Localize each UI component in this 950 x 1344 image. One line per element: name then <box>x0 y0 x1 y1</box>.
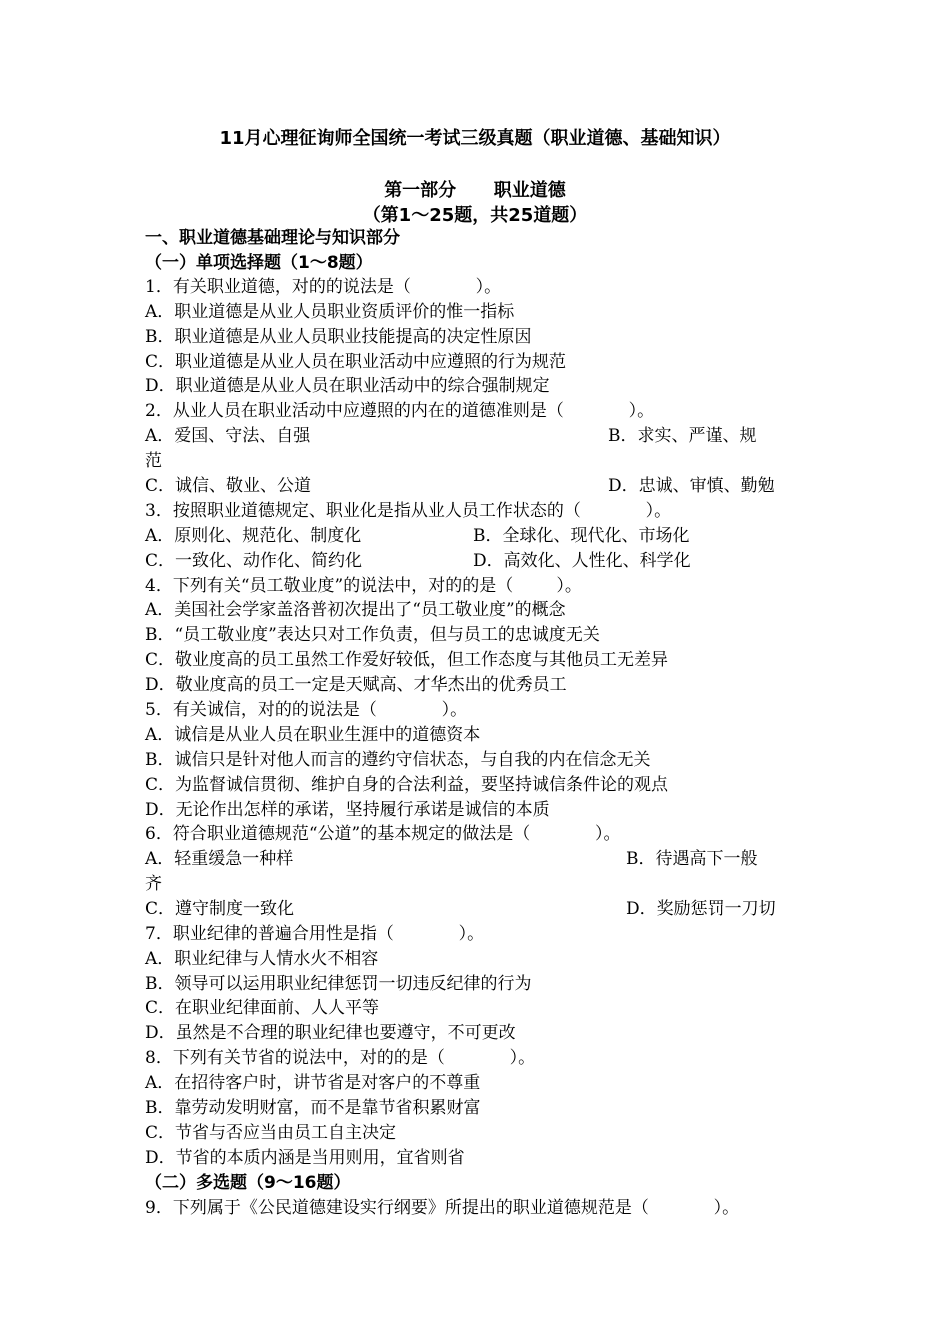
option-8c: C．节省与否应当由员工自主决定 <box>145 1123 397 1143</box>
question-1: 1．有关职业道德，对的的说法是（ ）。 <box>145 277 502 297</box>
subsection-heading-single-choice: （一）单项选择题（1～8题） <box>145 253 373 273</box>
question-4: 4．下列有关“员工敬业度”的说法中，对的的是（ ）。 <box>145 576 582 596</box>
option-8b: B．靠劳动发明财富，而不是靠节省积累财富 <box>145 1098 481 1118</box>
section-heading: 一、职业道德基础理论与知识部分 <box>145 228 400 248</box>
option-4c: C．敬业度高的员工虽然工作爱好较低，但工作态度与其他员工无差异 <box>145 650 669 670</box>
option-1c: C．职业道德是从业人员在职业活动中应遵照的行为规范 <box>145 352 567 372</box>
option-3b: B．全球化、现代化、市场化 <box>473 526 690 546</box>
question-2: 2．从业人员在职业活动中应遵照的内在的道德准则是（ ）。 <box>145 401 655 421</box>
option-6d: D．奖励惩罚一刀切 <box>626 899 776 919</box>
option-2b-wrap: 范 <box>145 451 162 471</box>
option-1d: D．职业道德是从业人员在职业活动中的综合强制规定 <box>145 376 550 396</box>
part-question-range: （第1～25题，共25道题） <box>362 205 588 226</box>
option-7a: A．职业纪律与人情水火不相容 <box>145 949 379 969</box>
option-7b: B．领导可以运用职业纪律惩罚一切违反纪律的行为 <box>145 974 532 994</box>
question-6: 6．符合职业道德规范“公道”的基本规定的做法是（ ）。 <box>145 824 621 844</box>
option-2a: A．爱国、守法、自强 <box>145 426 311 446</box>
part-heading: 第一部分 职业道德 <box>384 180 566 201</box>
option-4b: B．“员工敬业度”表达只对工作负责，但与员工的忠诚度无关 <box>145 625 600 645</box>
subsection-heading-multiple-choice: （二）多选题（9～16题） <box>145 1173 351 1193</box>
option-1b: B．职业道德是从业人员职业技能提高的决定性原因 <box>145 327 532 347</box>
option-1a: A．职业道德是从业人员职业资质评价的惟一指标 <box>145 302 515 322</box>
option-8a: A．在招待客户时，讲节省是对客户的不尊重 <box>145 1073 481 1093</box>
question-8: 8．下列有关节省的说法中，对的的是（ ）。 <box>145 1048 536 1068</box>
document-title: 11月心理征询师全国统一考试三级真题（职业道德、基础知识） <box>219 128 731 149</box>
option-6a: A．轻重缓急一种样 <box>145 849 294 869</box>
question-7: 7．职业纪律的普遍合用性是指（ ）。 <box>145 924 485 944</box>
question-9: 9．下列属于《公民道德建设实行纲要》所提出的职业道德规范是（ ）。 <box>145 1198 740 1218</box>
option-6b-wrap: 齐 <box>145 874 162 894</box>
option-5c: C．为监督诚信贯彻、维护自身的合法利益，要坚持诚信条件论的观点 <box>145 775 669 795</box>
option-7d: D．虽然是不合理的职业纪律也要遵守，不可更改 <box>145 1023 516 1043</box>
option-4d: D．敬业度高的员工一定是天赋高、才华杰出的优秀员工 <box>145 675 567 695</box>
option-7c: C．在职业纪律面前、人人平等 <box>145 998 380 1018</box>
option-2c: C．诚信、敬业、公道 <box>145 476 312 496</box>
option-5a: A．诚信是从业人员在职业生涯中的道德资本 <box>145 725 481 745</box>
option-8d: D．节省的本质内涵是当用则用，宜省则省 <box>145 1148 465 1168</box>
option-3d: D．高效化、人性化、科学化 <box>473 551 691 571</box>
option-5d: D．无论作出怎样的承诺，坚持履行承诺是诚信的本质 <box>145 800 550 820</box>
option-2b: B．求实、严谨、规 <box>608 426 757 446</box>
option-2d: D．忠诚、审慎、勤勉 <box>608 476 775 496</box>
option-4a: A．美国社会学家盖洛普初次提出了“员工敬业度”的概念 <box>145 600 566 620</box>
option-6b: B．待遇高下一般 <box>626 849 758 869</box>
option-3a: A．原则化、规范化、制度化 <box>145 526 362 546</box>
option-3c: C．一致化、动作化、简约化 <box>145 551 363 571</box>
option-6c: C．遵守制度一致化 <box>145 899 295 919</box>
option-5b: B．诚信只是针对他人而言的遵约守信状态，与自我的内在信念无关 <box>145 750 651 770</box>
question-5: 5．有关诚信，对的的说法是（ ）。 <box>145 700 468 720</box>
question-3: 3．按照职业道德规定、职业化是指从业人员工作状态的（ ）。 <box>145 501 672 521</box>
